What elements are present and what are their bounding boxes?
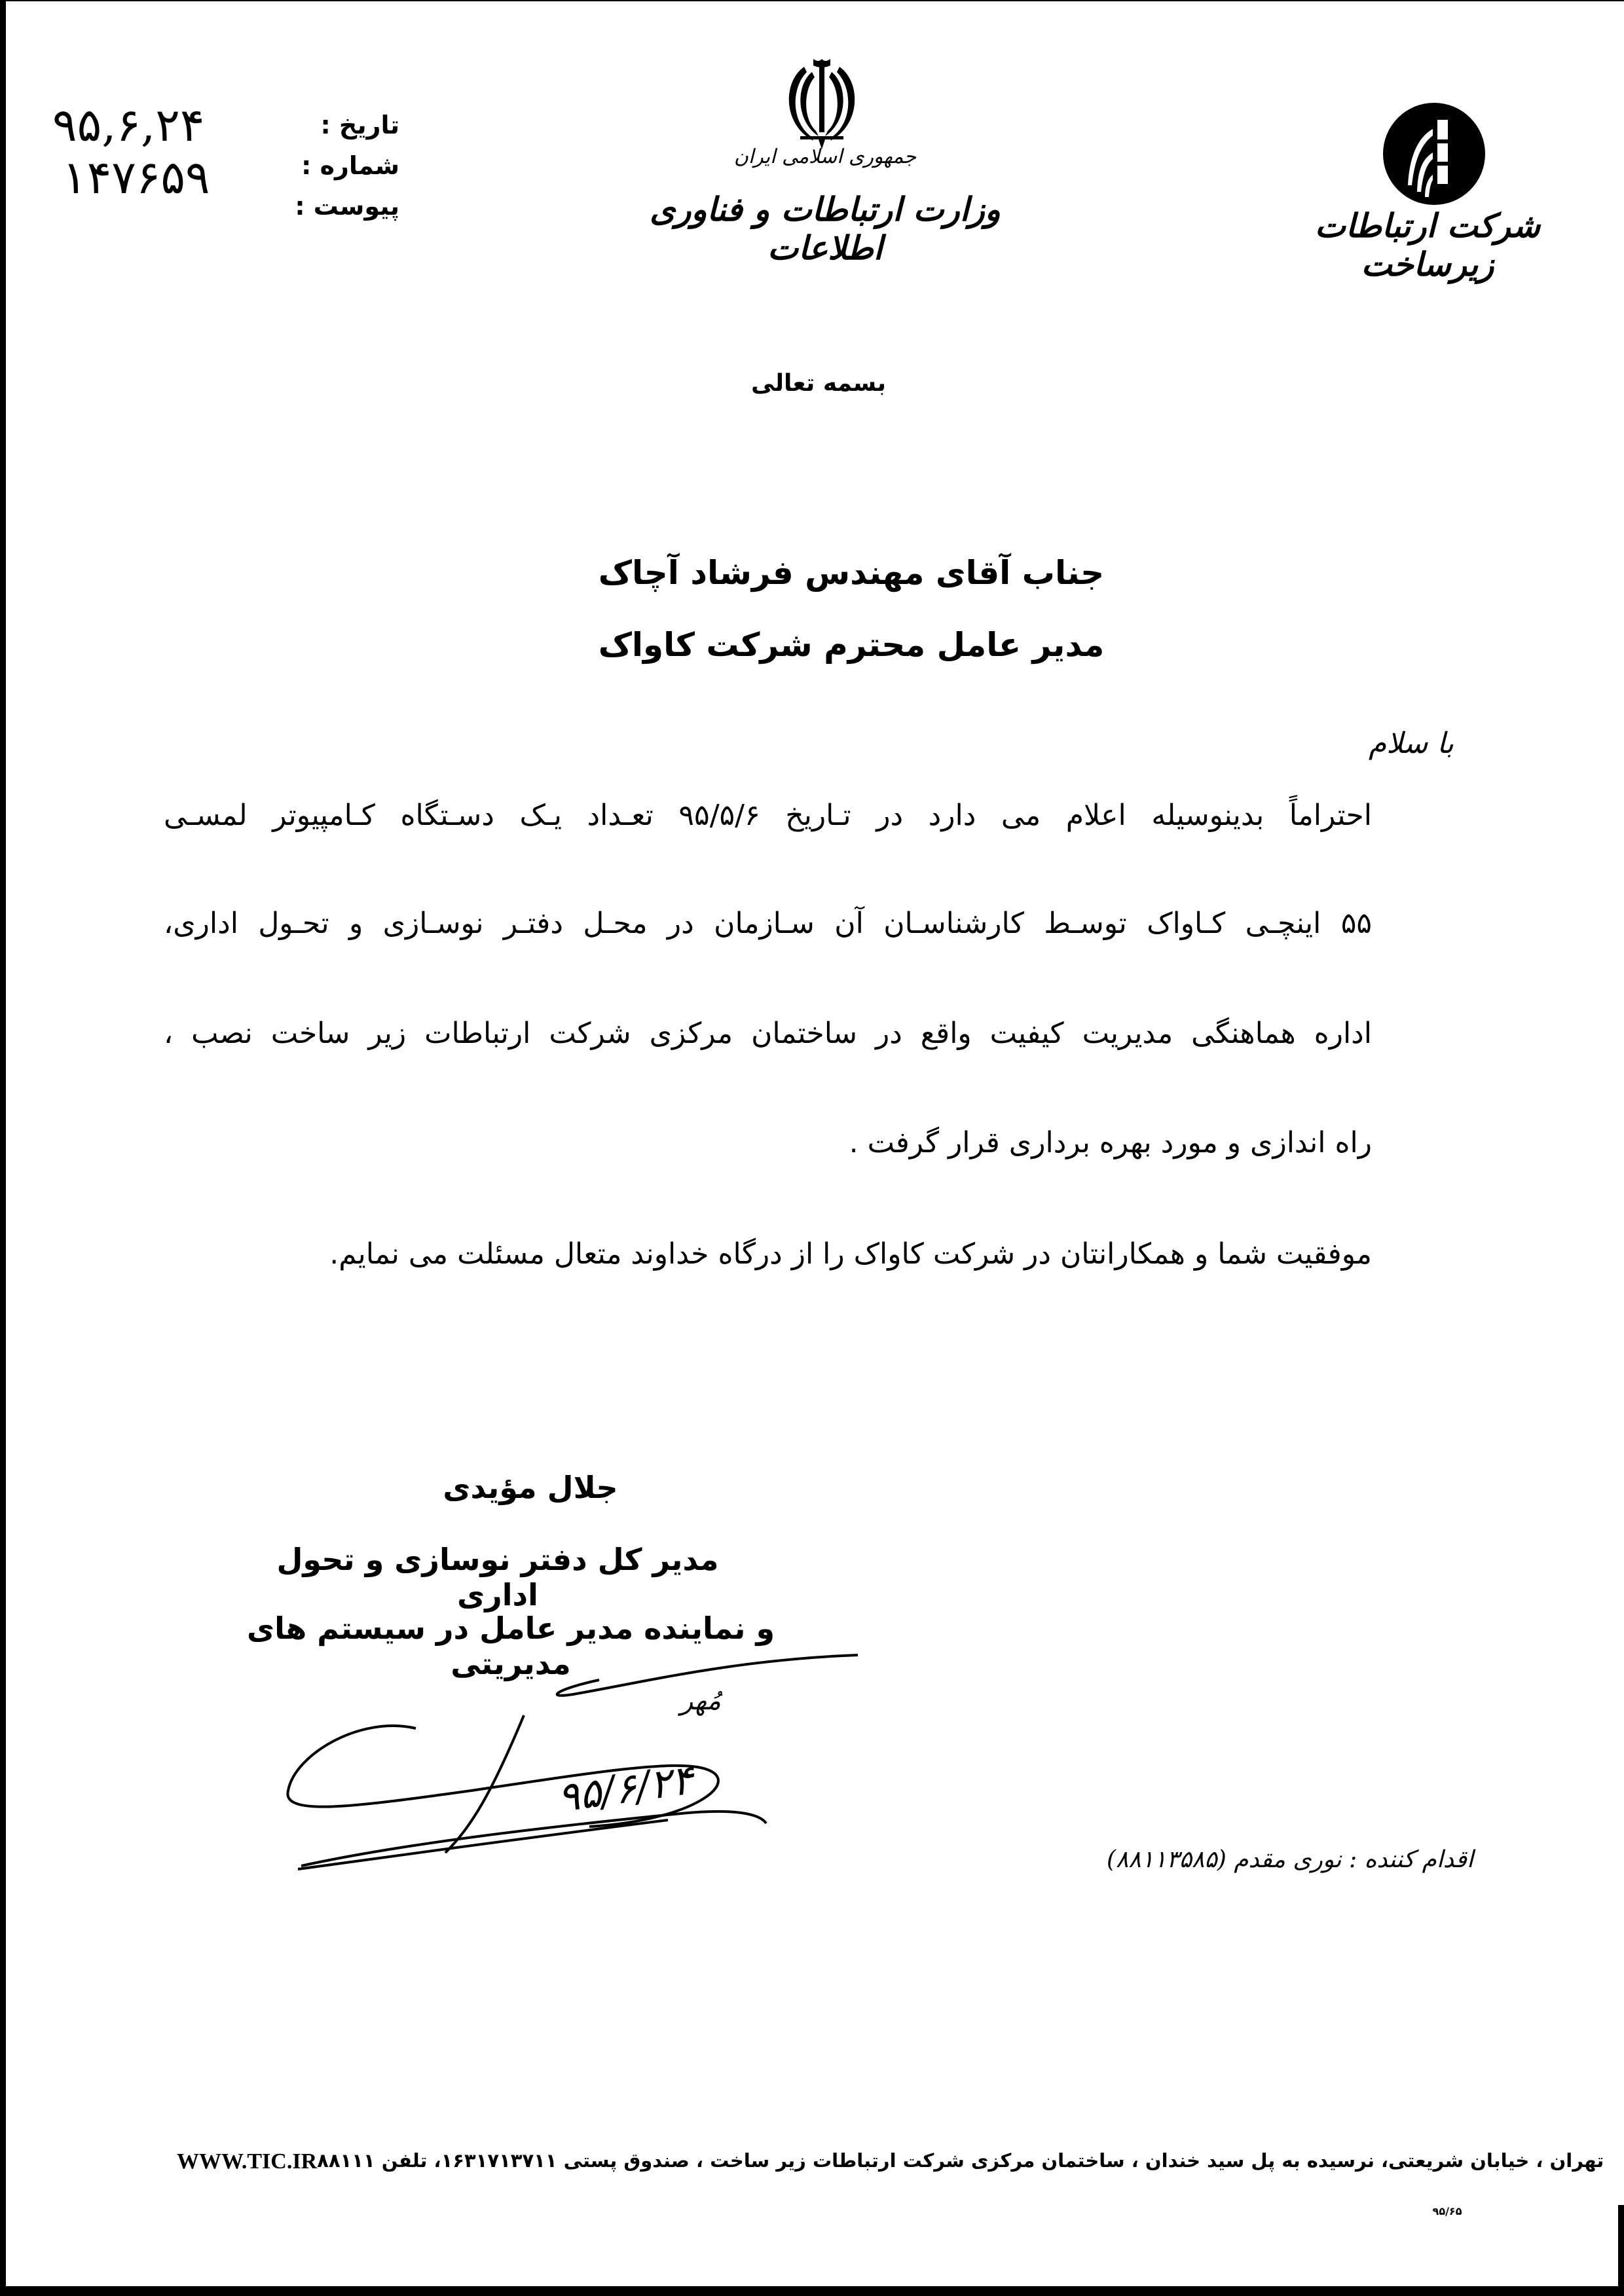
letter-meta-labels <box>295 105 399 227</box>
action-by-note: اقدام کننده : نوری مقدم (۸۸۱۱۳۵۸۵) <box>1106 1846 1473 1873</box>
invocation-heading: بسمه تعالی <box>751 370 886 397</box>
scan-border-right <box>1618 2205 1624 2296</box>
iran-emblem-icon <box>773 52 871 151</box>
handwritten-signature <box>275 1637 864 1886</box>
footer-website: WWW.TIC.IR <box>177 2149 318 2174</box>
body-line: احتراماً بدینوسیله اعلام می دارد در تـاریخ ۹۵/۵/۶ تعـداد یـک دسـتگاه کـامپیوتر لمسـی <box>164 799 1372 832</box>
scan-border-bottom <box>0 2286 1624 2296</box>
scan-border-top <box>0 0 1624 1</box>
signatory-role: و نماینده مدیر عامل در سیستم های مدیریتی <box>246 1611 775 1681</box>
signature-note: مُهر <box>680 1686 721 1716</box>
signatory-title: مدیر کل دفتر نوسازی و تحول اداری <box>276 1542 719 1613</box>
form-code: ۹۵/۶۵ <box>1432 2205 1462 2217</box>
handwritten-number: ۱۴۷۶۵۹ <box>62 151 210 204</box>
handwritten-date: ۹۵,۶,۲۴ <box>52 98 205 152</box>
attachment-label: پیوست : <box>295 192 399 221</box>
date-label: تاریخ : <box>320 111 399 139</box>
ministry-name: وزارت ارتباطات و فناوری اطلاعات <box>650 190 1001 267</box>
body-line: موفقیت شما و همکارانتان در شرکت کاواک را از درگاه خداوند متعال مسئلت می نمایم. <box>329 1237 1372 1271</box>
number-label: شماره : <box>301 151 399 180</box>
recipient-block <box>458 537 1244 681</box>
footer <box>177 2149 1604 2174</box>
footer-address: تهران ، خیابان شریعتی، نرسیده به پل سید خندان ، ساختمان مرکزی شرکت ارتباطات زیر ساخت ، صندوق پستی ۱۶۳۱۷۱۳۷۱۱، تلفن ۸۸۱۱۱ <box>317 2149 1604 2172</box>
signatory-name: جلال مؤیدی <box>443 1470 618 1505</box>
greeting: با سلام <box>1368 727 1454 760</box>
company-name: شرکت ارتباطات زیرساخت <box>1314 206 1541 283</box>
ministry-subtitle: جمهوری اسلامی ایران <box>733 145 917 168</box>
tic-logo-icon <box>1382 101 1486 206</box>
signature-date: ۹۵/۶/۲۴ <box>554 1755 697 1822</box>
recipient-title: مدیر عامل محترم شرکت کاواک <box>598 626 1105 664</box>
scan-border-left <box>0 0 6 2296</box>
recipient-name: جناب آقای مهندس فرشاد آچاک <box>598 554 1105 592</box>
body-line: راه اندازی و مورد بهره برداری قرار گرفت . <box>849 1126 1372 1159</box>
body-line: ۵۵ اینچـی کـاواک توسـط کارشناسـان آن سـازمان در محـل دفتـر نوسـازی و تحـول اداری، <box>164 907 1372 940</box>
body-line: اداره هماهنگی مدیریت کیفیت واقع در ساختمان مرکزی شرکت ارتباطات زیر ساخت نصب ، <box>164 1017 1372 1050</box>
